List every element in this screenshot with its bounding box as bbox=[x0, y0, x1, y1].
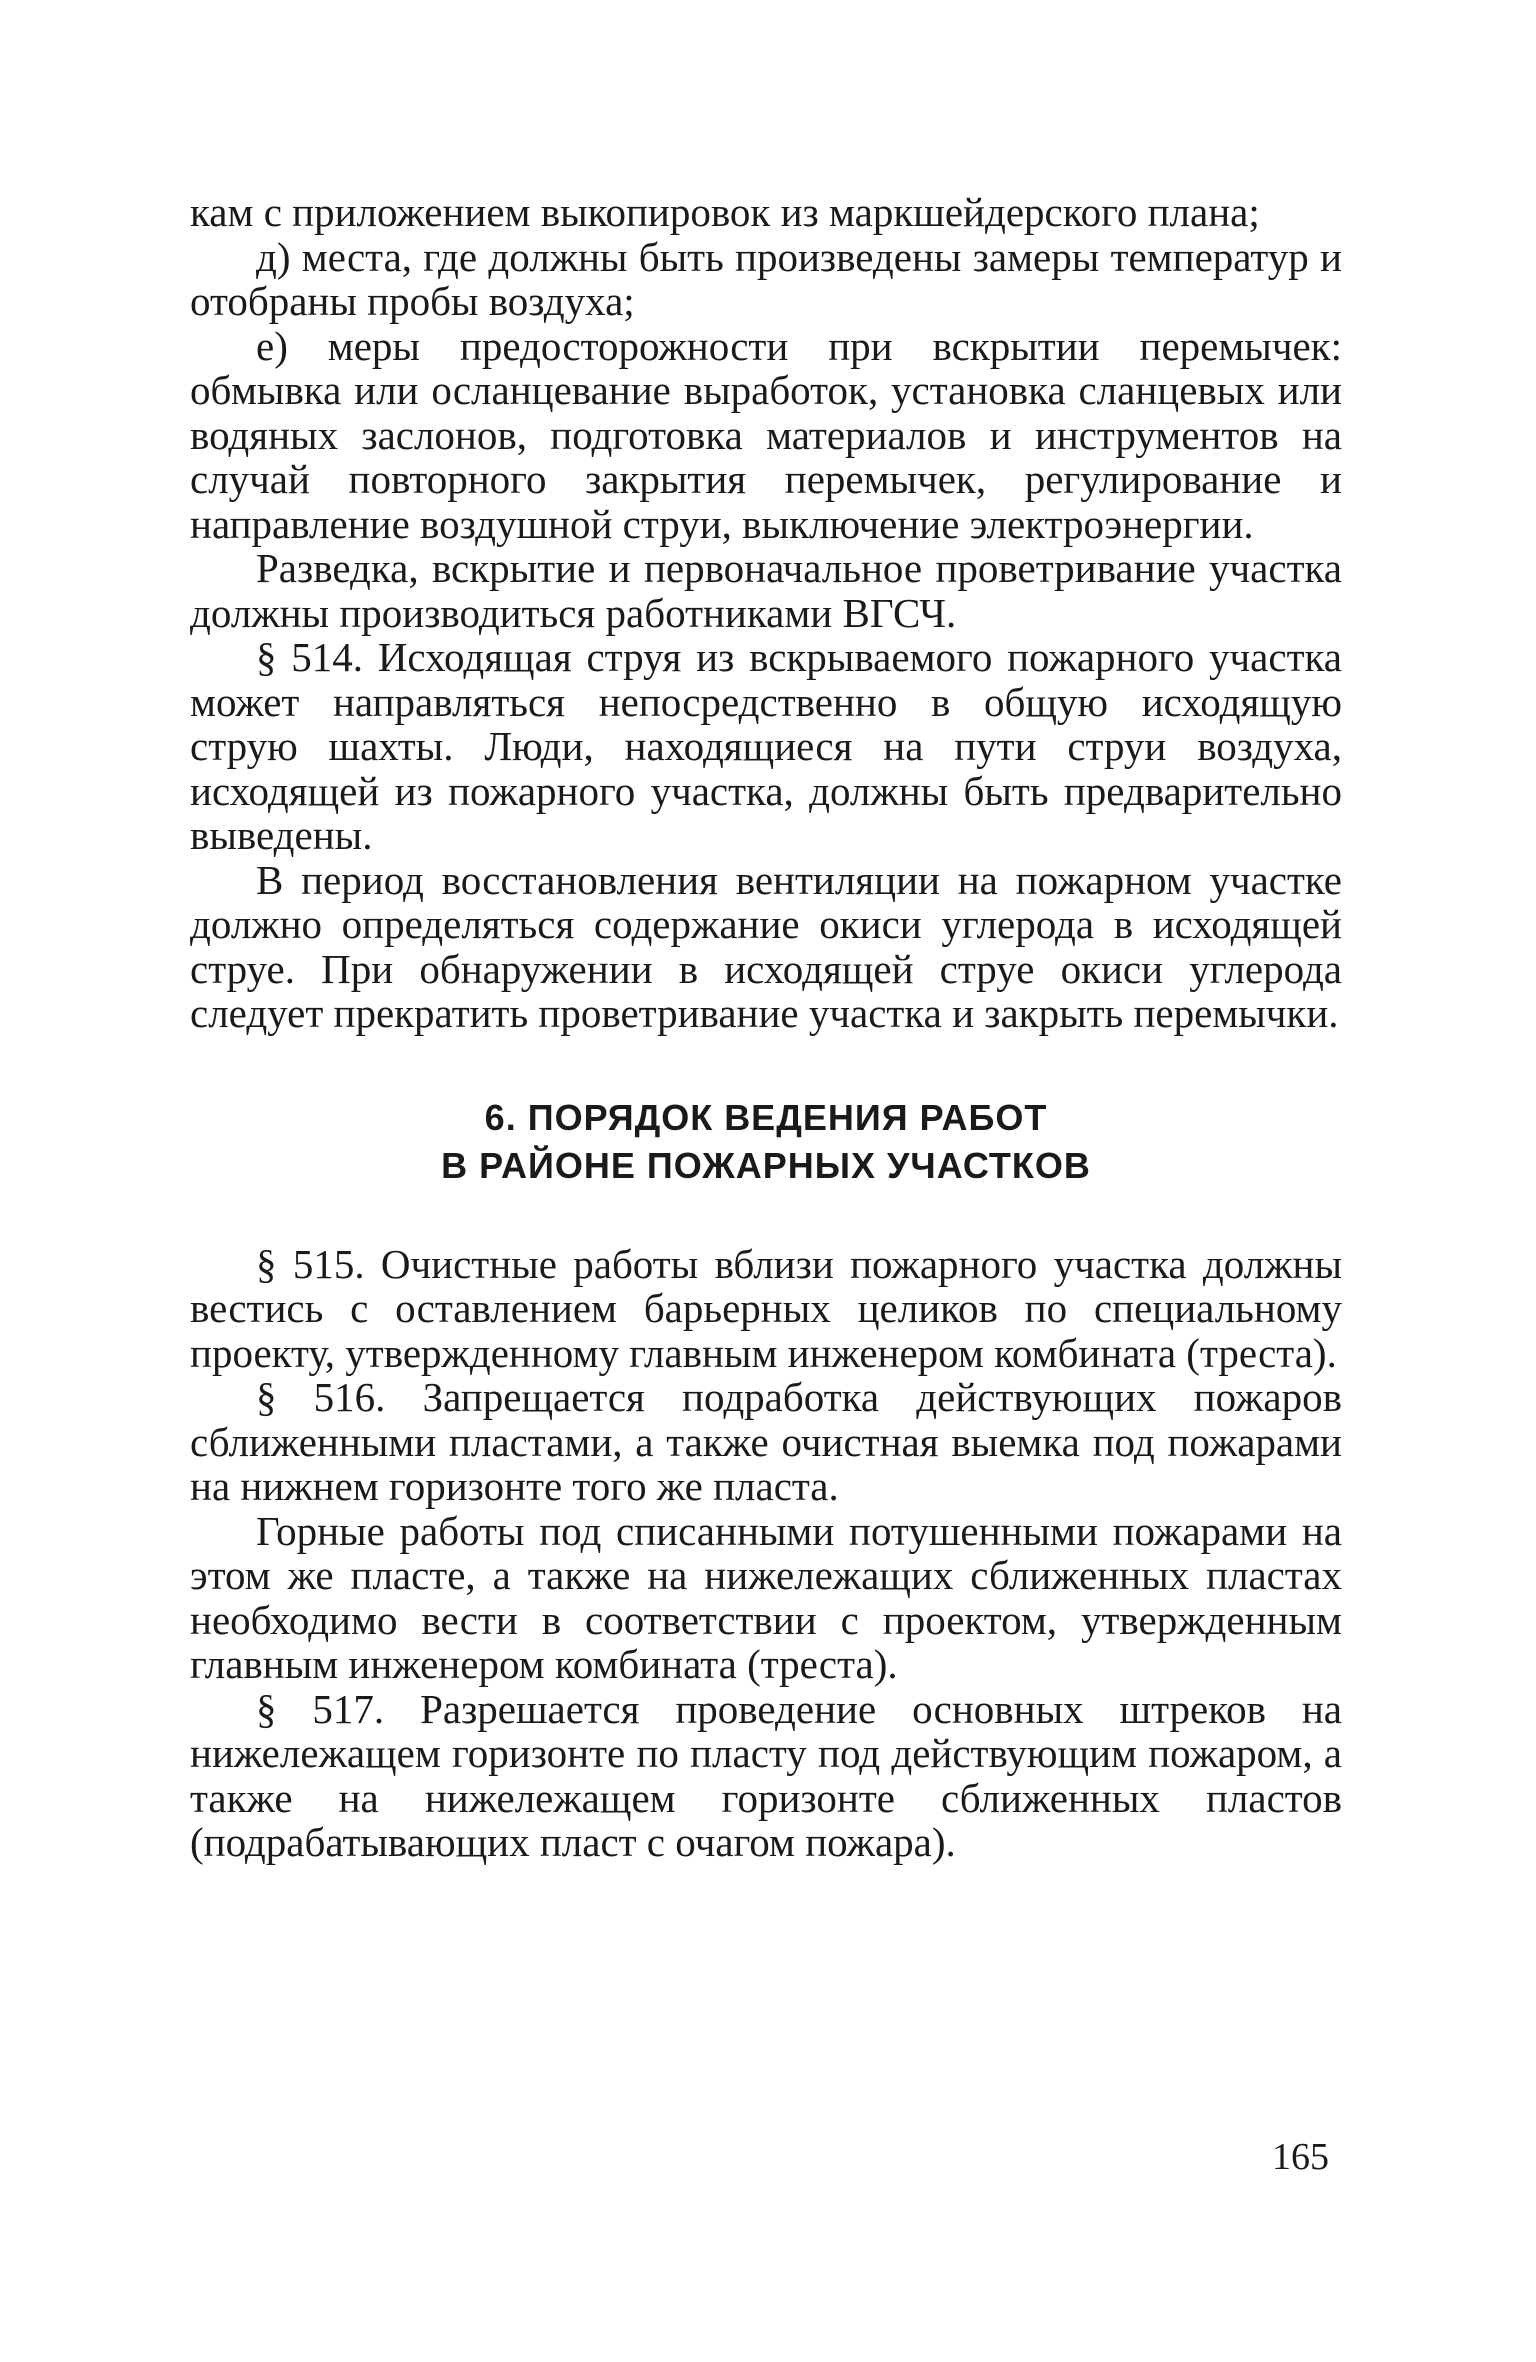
section-heading-line-1: 6. ПОРЯДОК ВЕДЕНИЯ РАБОТ bbox=[484, 1096, 1048, 1138]
paragraph-section-516: § 516. Запрещается подработка действующих пожаров сближенными пластами, а также очистная выемка под пожарами на нижнем горизонте того же пласта. bbox=[190, 1374, 1342, 1509]
paragraph-item-d: д) места, где должны быть произведены замеры температур и отобраны пробы воздуха; bbox=[190, 233, 1342, 324]
paragraph-section-517: § 517. Разрешается проведение основных штреков на нижележащем горизонте по пласту под действующим пожаром, а также на нижележащем горизонте сближенных пластов (подрабатывающих пласт с очагом пожара). bbox=[190, 1685, 1342, 1865]
paragraph-reconnaissance: Разведка, вскрытие и первоначальное проветривание участка должны производиться работниками ВГСЧ. bbox=[190, 545, 1342, 636]
page-number: 165 bbox=[1272, 2136, 1329, 2178]
paragraph-item-e: е) меры предосторожности при вскрытии перемычек: обмывка или осланцевание выработок, установка сланцевых или водяных заслонов, подготовка материалов и инструментов на случай повторного закрытия перемычек, регулирование и направление воздушной струи, выключение электроэнергии. bbox=[190, 322, 1342, 547]
section-heading-line-2: В РАЙОНЕ ПОЖАРНЫХ УЧАСТКОВ bbox=[441, 1144, 1091, 1186]
paragraph-ventilation-restoration: В период восстановления вентиляции на пожарном участке должно определяться содержание окиси углерода в исходящей струе. При обнаружении в исходящей струе окиси углерода следует прекратить проветривание участка и закрыть перемычки. bbox=[190, 856, 1342, 1036]
paragraph-mining-works: Горные работы под списанными потушенными пожарами на этом же пласте, а также на нижележащих сближенных пластах необходимо вести в соответствии с проектом, утвержденным главным инженером комбината (треста). bbox=[190, 1507, 1342, 1687]
paragraph-section-514: § 514. Исходящая струя из вскрываемого пожарного участка может направляться непосредственно в общую исходящую струю шахты. Люди, находящиеся на пути струи воздуха, исходящей из пожарного участка, должны быть предварительно выведены. bbox=[190, 634, 1342, 858]
section-heading bbox=[190, 1094, 1342, 1190]
page-body bbox=[190, 190, 1342, 1865]
paragraph-section-515: § 515. Очистные работы вблизи пожарного участка должны вестись с оставлением барьерных целиков по специальному проекту, утвержденному главным инженером комбината (треста). bbox=[190, 1240, 1342, 1376]
paragraph-continuation: кам с приложением выкопировок из маркшейдерского плана; bbox=[190, 189, 1260, 235]
